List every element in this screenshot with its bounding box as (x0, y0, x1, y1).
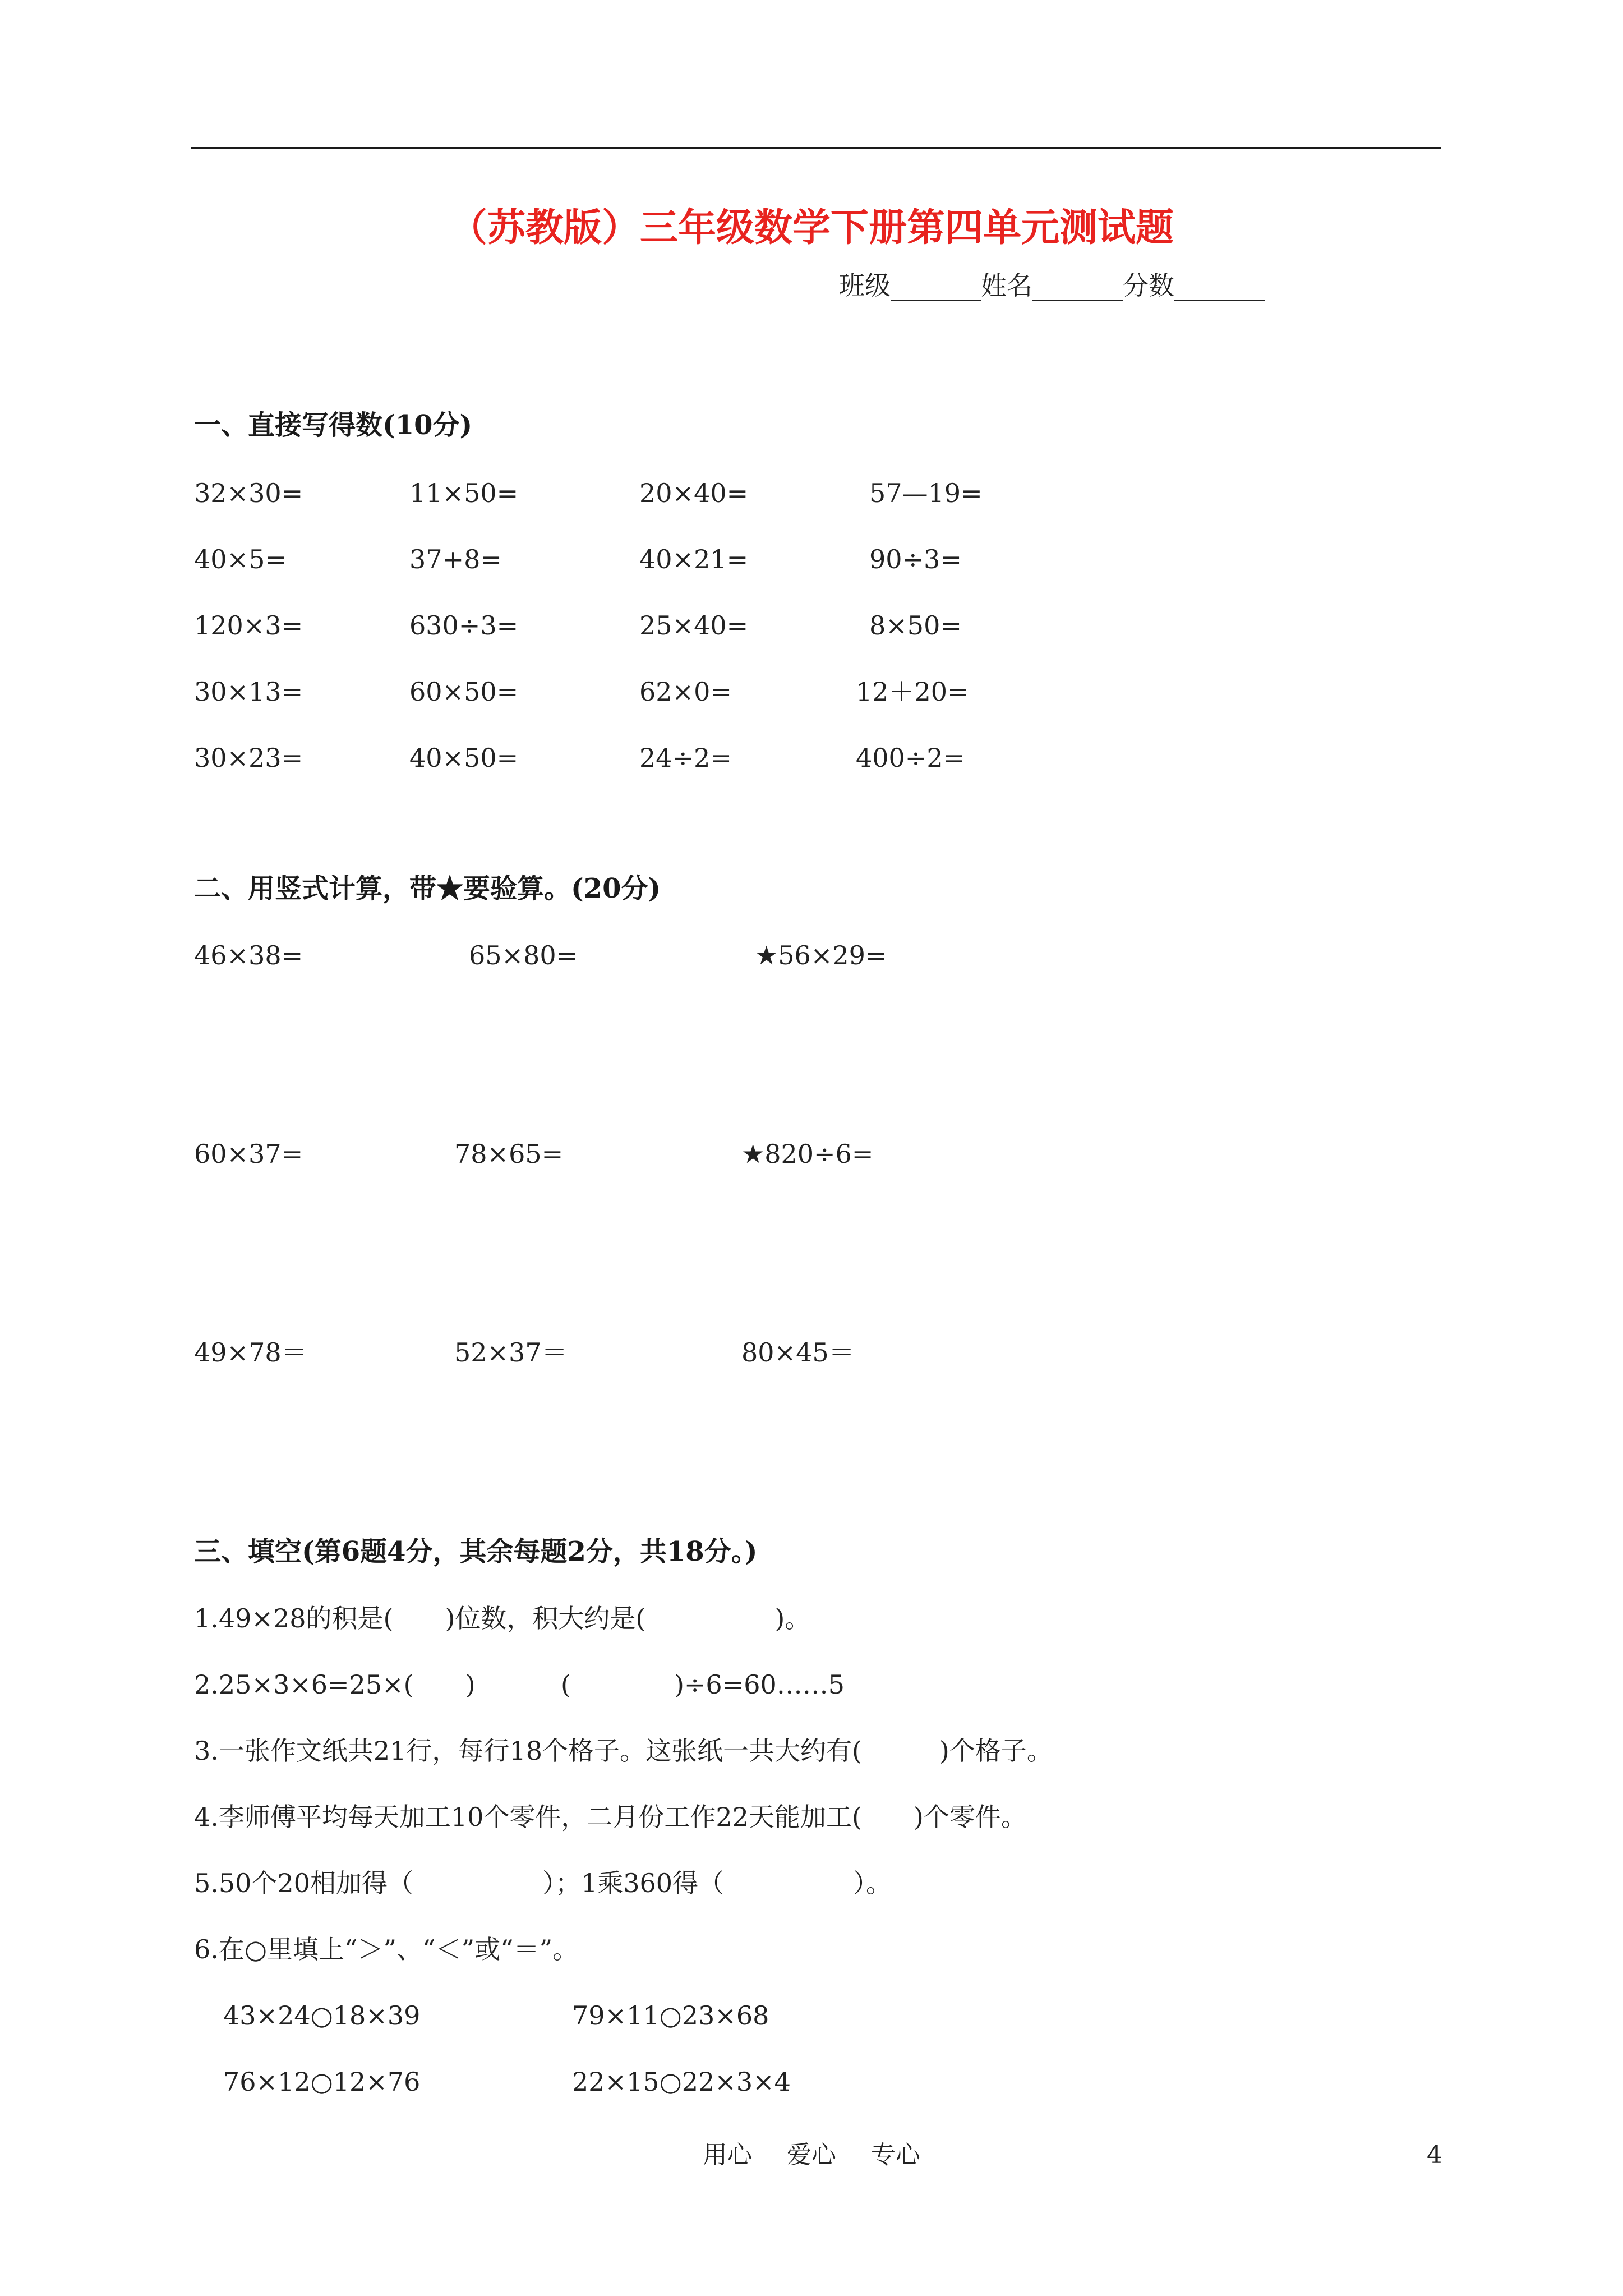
problem-cell: 12＋20= (856, 677, 969, 707)
problem-cell: 32×30= (194, 478, 303, 508)
fill-question-2a: 2.25×3×6=25×( ) (194, 1669, 476, 1700)
problem-cell: 630÷3= (409, 610, 519, 641)
problem-cell: 37+8= (409, 544, 502, 574)
fill-question-3: 3.一张作文纸共21行，每行18个格子。这张纸一共大约有( )个格子。 (194, 1736, 1053, 1766)
problem-cell: 24÷2= (639, 743, 732, 773)
problem-cell: 60×50= (409, 677, 519, 707)
fill-question-1: 1.49×28的积是( )位数，积大约是( )。 (194, 1603, 811, 1634)
problem-cell: 40×5= (194, 544, 287, 574)
problem-cell: 25×40= (639, 610, 749, 641)
problem-cell: 30×13= (194, 677, 303, 707)
footer-motto: 用心 爱心 专心 (703, 2141, 920, 2169)
fill-question-5: 5.50个20相加得（ ）；1乘360得（ ）。 (194, 1868, 892, 1898)
problem-cell: 20×40= (639, 478, 749, 508)
compare-item: 22×15○22×3×4 (572, 2067, 791, 2097)
problem-cell: 52×37＝ (454, 1337, 568, 1368)
problem-cell: ★56×29= (755, 940, 887, 970)
problem-cell: 40×50= (409, 743, 519, 773)
problem-cell: 49×78＝ (194, 1337, 307, 1368)
problem-cell: 57—19= (869, 478, 983, 508)
problem-cell: 78×65= (454, 1139, 564, 1169)
fill-question-6: 6.在○里填上“＞”、“＜”或“＝”。 (194, 1934, 579, 1964)
page-number: 4 (1427, 2141, 1442, 2169)
problem-cell: 40×21= (639, 544, 749, 574)
problem-cell: 46×38= (194, 940, 303, 970)
problem-cell: 11×50= (409, 478, 519, 508)
page-title: （苏教版）三年级数学下册第四单元测试题 (449, 205, 1174, 250)
fill-question-4: 4.李师傅平均每天加工10个零件，二月份工作22天能加工( )个零件。 (194, 1802, 1027, 1832)
problem-cell: ★820÷6= (741, 1139, 874, 1169)
compare-item: 43×24○18×39 (223, 2000, 421, 2031)
compare-item: 79×11○23×68 (572, 2000, 769, 2031)
problem-cell: 120×3= (194, 610, 303, 641)
section3-heading: 三、填空(第6题4分，其余每题2分，共18分。) (194, 1536, 758, 1567)
problem-cell: 60×37= (194, 1139, 303, 1169)
problem-cell: 8×50= (869, 610, 962, 641)
top-rule (191, 147, 1441, 149)
problem-cell: 80×45＝ (741, 1337, 855, 1368)
section2-heading: 二、用竖式计算，带★要验算。(20分) (194, 873, 661, 904)
student-info-line: 班级_______姓名_______分数_______ (839, 270, 1265, 301)
problem-cell: 400÷2= (856, 743, 965, 773)
problem-cell: 30×23= (194, 743, 303, 773)
problem-cell: 62×0= (639, 677, 732, 707)
compare-item: 76×12○12×76 (223, 2067, 421, 2097)
problem-cell: 65×80= (469, 940, 578, 970)
section1-heading: 一、直接写得数(10分) (194, 409, 473, 441)
problem-cell: 90÷3= (869, 544, 962, 574)
fill-question-2b: ( )÷6=60……5 (561, 1669, 845, 1700)
